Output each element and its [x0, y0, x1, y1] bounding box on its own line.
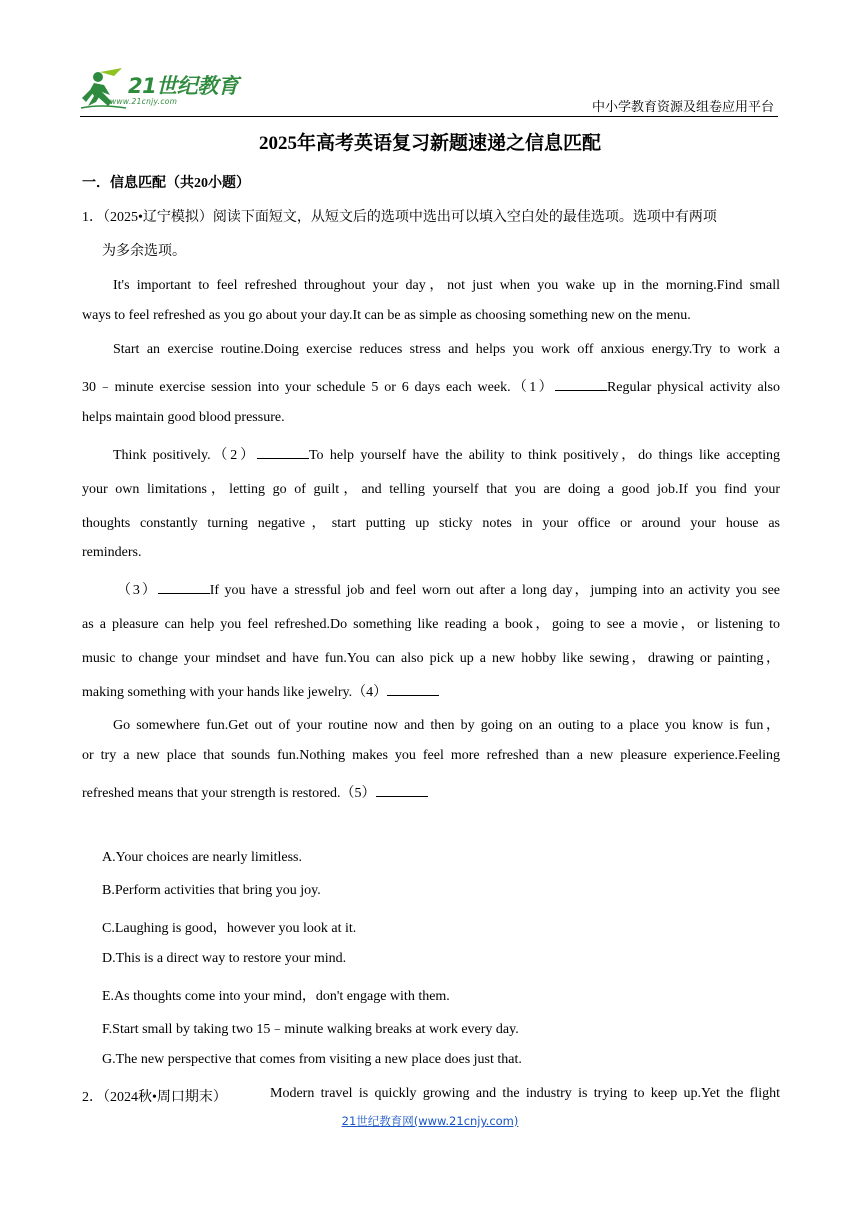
- q1-p4-line1: [117, 579, 780, 599]
- logo: [80, 66, 250, 114]
- option-d: D.This is a direct way to restore your mind.: [102, 951, 347, 966]
- header-divider: [80, 116, 778, 117]
- q1-p4-line1-a: （3）: [117, 583, 158, 598]
- q1-p4-line4-a: making something with your hands like jewelry.（4）: [82, 685, 388, 700]
- q1-p3-line4: reminders.: [82, 545, 142, 560]
- page-header: [80, 66, 778, 118]
- q1-p2-line2-a: 30﹣minute exercise session into your schedule 5 or 6 days each week.（1）: [82, 380, 555, 395]
- footer: [0, 1113, 860, 1129]
- blank-5[interactable]: [376, 783, 428, 797]
- q1-p1-line1: It's important to feel refreshed throughout your day，not just when you wake up in the morning.Find small: [113, 278, 780, 293]
- q1-stem-line2: 为多余选项。: [102, 244, 186, 259]
- q1-p1-line2: ways to feel refreshed as you go about your day.It can be as simple as choosing something new on the menu.: [82, 308, 691, 323]
- option-e: E.As thoughts come into your mind，don't engage with them.: [102, 989, 450, 1004]
- q1-p2-line3: helps maintain good blood pressure.: [82, 410, 285, 425]
- q1-p3-line2: your own limitations，letting go of guilt，and telling yourself that you are doing a good job.If you find your: [82, 482, 780, 497]
- platform-name: 中小学教育资源及组卷应用平台: [591, 100, 774, 115]
- q2-label: 2．（2024秋•周口期末）: [82, 1090, 227, 1105]
- q1-p5-line2: or try a new place that sounds fun.Nothing makes you feel more refreshed than a new pleasure experience.Feeling: [82, 748, 780, 763]
- q1-p4-line1-b: If you have a stressful job and feel worn out after a long day，jumping into an activity you see: [209, 583, 781, 598]
- blank-2[interactable]: [257, 445, 309, 459]
- q1-p3-line1: [113, 444, 780, 464]
- option-c: C.Laughing is good，however you look at it.: [102, 921, 357, 936]
- logo-text: 21世纪教育: [128, 74, 239, 98]
- q1-p3-line1-a: Think positively.（2）: [113, 448, 257, 463]
- q1-p4-line4: [82, 681, 439, 701]
- q1-p2-line2-b: Regular physical activity also: [606, 380, 780, 395]
- q1-p5-line3-a: refreshed means that your strength is restored.（5）: [82, 786, 376, 801]
- q2-text: Modern travel is quickly growing and the industry is trying to keep up.Yet the flight: [270, 1086, 780, 1101]
- q1-p4-line2: as a pleasure can help you feel refreshed.Do something like reading a book，going to see a movie，or listening to: [82, 617, 780, 632]
- option-a: A.Your choices are nearly limitless.: [102, 850, 302, 865]
- option-b: B.Perform activities that bring you joy.: [102, 883, 321, 898]
- q1-stem-line1: 1．（2025•辽宁模拟）阅读下面短文，从短文后的选项中选出可以填入空白处的最佳选项。选项中有两项: [82, 210, 717, 225]
- option-f: F.Start small by taking two 15﹣minute walking breaks at work every day.: [102, 1022, 519, 1037]
- q1-p4-line3: music to change your mindset and have fun.You can also pick up a new hobby like sewing，drawing or painting，: [82, 651, 780, 666]
- blank-1[interactable]: [555, 377, 607, 391]
- footer-link[interactable]: 21世纪教育网(www.21cnjy.com): [341, 1114, 519, 1128]
- q1-p3-line1-b: To help yourself have the ability to think positively，do things like accepting: [308, 448, 780, 463]
- q1-p3-line3: thoughts constantly turning negative，start putting up sticky notes in your office or around your house as: [82, 516, 780, 531]
- page-title: 2025年高考英语复习新题速递之信息匹配: [258, 133, 601, 154]
- option-g: G.The new perspective that comes from visiting a new place does just that.: [102, 1052, 522, 1067]
- q1-p2-line1: Start an exercise routine.Doing exercise reduces stress and helps you work off anxious energy.Try to work a: [113, 342, 780, 357]
- q1-p2-line2: [82, 376, 780, 396]
- q1-p5-line3: [82, 782, 428, 802]
- blank-4[interactable]: [387, 682, 439, 696]
- logo-url: www.21cnjy.com: [110, 97, 178, 106]
- section-heading: 一．信息匹配（共20小题）: [82, 176, 250, 191]
- q1-p5-line1: Go somewhere fun.Get out of your routine now and then by going on an outing to a place you know is fun，: [113, 718, 780, 733]
- blank-3[interactable]: [158, 580, 210, 594]
